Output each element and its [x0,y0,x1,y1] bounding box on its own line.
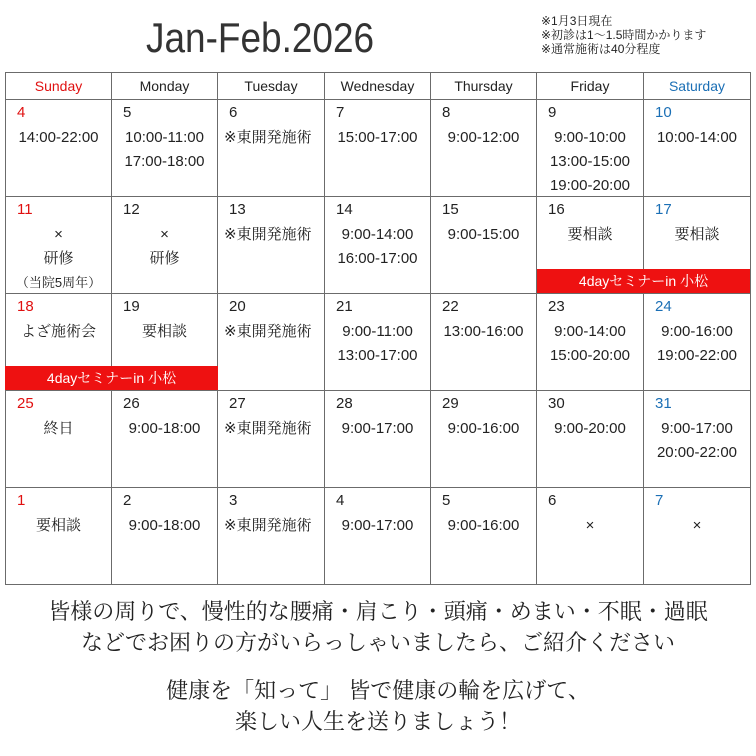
footer-slogan-line2: 楽しい人生を送りましょう！ [234,709,521,734]
day-schedule [325,514,430,538]
day-number: 10 [655,104,672,121]
schedule-entry: 9:00-17:00 [661,420,733,437]
weekday-wednesday: Wednesday [325,73,431,100]
day-schedule [325,126,430,150]
day-number: 31 [655,395,672,412]
footer-message-line1: 皆様の周りで、慢性的な腰痛・肩こり・頭痛・めまい・不眠・過眠 [48,599,708,624]
day-schedule [325,320,430,368]
day-number: 4 [17,104,26,121]
calendar-day-cell [218,197,325,294]
day-schedule [537,417,643,441]
day-schedule [6,223,111,295]
day-schedule [218,417,324,441]
day-number: 27 [229,395,246,412]
schedule-entry: ※東開発施術 [224,517,312,534]
day-number: 16 [548,201,565,218]
calendar-day-cell [325,488,431,585]
schedule-entry: × [585,517,595,534]
day-number: 19 [123,298,140,315]
day-schedule [6,126,111,150]
footer-slogan-line1: 健康を「知って」 皆で健康の輪を広げて、 [166,678,590,703]
weekday-header-row [6,73,751,100]
schedule-entry: 9:00-16:00 [661,323,733,340]
schedule-entry: （当院5周年） [15,275,102,290]
day-schedule [112,320,217,344]
day-number: 25 [17,395,34,412]
day-schedule [218,514,324,538]
day-number: 18 [17,298,34,315]
weekday-sunday: Sunday [6,73,112,100]
calendar-day-cell [6,100,112,197]
schedule-entry: 9:00-16:00 [447,517,520,534]
day-number: 12 [123,201,140,218]
day-number: 9 [548,104,557,121]
day-number: 24 [655,298,672,315]
day-number: 30 [548,395,565,412]
schedule-entry: 9:00-11:00 [342,323,413,340]
day-number: 8 [442,104,451,121]
schedule-entry: 19:00-20:00 [549,177,631,194]
schedule-entry: 13:00-17:00 [337,347,418,364]
calendar-day-cell [431,197,537,294]
schedule-entry: ※東開発施術 [224,420,312,437]
calendar-day-cell [644,100,751,197]
schedule-entry: 終日 [43,420,74,437]
day-number: 6 [229,104,238,121]
calendar-day-cell [325,100,431,197]
day-number: 7 [655,492,664,509]
schedule-entry: 要相談 [674,226,720,243]
schedule-entry: ※東開発施術 [224,226,312,243]
schedule-entry: 9:00-14:00 [341,226,414,243]
day-schedule [431,320,536,344]
day-schedule [112,126,217,174]
day-number: 15 [442,201,459,218]
schedule-entry: 9:00-18:00 [128,517,201,534]
schedule-entry: 20:00-22:00 [656,444,738,461]
calendar-day-cell [112,100,218,197]
schedule-entry: 14:00-22:00 [18,129,99,146]
calendar-week-row [6,100,751,197]
calendar-day-cell [325,294,431,391]
schedule-entry: ※東開発施術 [224,323,312,340]
day-schedule [112,223,217,271]
day-schedule [218,126,324,150]
calendar-day-cell [325,197,431,294]
schedule-entry: 9:00-17:00 [341,517,414,534]
schedule-entry: 9:00-18:00 [128,420,201,437]
day-number: 3 [229,492,238,509]
calendar-day-cell [537,294,644,391]
calendar-day-cell [644,488,751,585]
day-schedule [537,223,643,247]
schedule-entry: よざ施術会 [20,323,96,340]
day-schedule [112,514,217,538]
calendar-week-row [6,488,751,585]
weekday-thursday: Thursday [431,73,537,100]
calendar-grid [5,72,751,585]
schedule-entry: 要相談 [35,517,81,534]
day-schedule [644,223,750,247]
day-number: 21 [336,298,353,315]
day-schedule [112,417,217,441]
day-schedule [537,320,643,368]
seminar-banner-week2: 4dayセミナーin 小松 [537,269,750,293]
day-number: 17 [655,201,672,218]
calendar-day-cell [112,197,218,294]
day-number: 2 [123,492,132,509]
schedule-entry: 10:00-11:00 [125,129,204,146]
schedule-entry: 要相談 [567,226,613,243]
schedule-entry: 17:00-18:00 [124,153,205,170]
day-schedule [644,320,750,368]
footer-message-line2: などでお困りの方がいらっしゃいましたら、ご紹介ください [80,630,675,655]
calendar-title: Jan-Feb.2026 [146,14,375,61]
day-schedule [6,514,111,538]
weekday-tuesday: Tuesday [218,73,325,100]
schedule-entry: 9:00-17:00 [341,420,414,437]
note-regular-session: ※通常施術は40分程度 [541,42,661,56]
calendar-day-cell [218,294,325,391]
day-schedule [325,417,430,441]
calendar-day-cell [218,488,325,585]
calendar-week-row [6,391,751,488]
day-number: 26 [123,395,140,412]
day-number: 20 [229,298,246,315]
day-schedule [644,514,750,538]
schedule-entry: 10:00-14:00 [656,129,738,146]
schedule-entry: × [692,517,702,534]
schedule-entry: 9:00-20:00 [554,420,626,437]
day-schedule [218,320,324,344]
weekday-monday: Monday [112,73,218,100]
day-number: 28 [336,395,353,412]
day-schedule [431,223,536,247]
schedule-entry: 9:00-16:00 [447,420,520,437]
day-number: 7 [336,104,345,121]
calendar-day-cell [537,488,644,585]
calendar-day-cell [644,391,751,488]
schedule-entry: 19:00-22:00 [656,347,738,364]
calendar-day-cell [431,100,537,197]
schedule-entry: 15:00-17:00 [337,129,418,146]
calendar-day-cell [537,100,644,197]
day-number: 6 [548,492,557,509]
schedule-entry: 13:00-16:00 [443,323,524,340]
day-number: 14 [336,201,353,218]
schedule-entry: × [54,226,63,243]
schedule-entry: 15:00-20:00 [549,347,631,364]
day-schedule [6,417,111,441]
day-schedule [644,126,750,150]
day-number: 4 [336,492,345,509]
schedule-entry: × [160,226,169,243]
day-number: 29 [442,395,459,412]
seminar-banner-week3: 4dayセミナーin 小松 [5,366,218,390]
note-current-date: ※1月3日現在 [541,14,613,28]
schedule-entry: ※東開発施術 [224,129,312,146]
day-schedule [537,514,643,538]
schedule-entry: 要相談 [141,323,187,340]
calendar-day-cell [325,391,431,488]
day-number: 5 [123,104,132,121]
calendar-day-cell [6,391,112,488]
schedule-entry: 13:00-15:00 [549,153,631,170]
schedule-notes [541,14,706,56]
calendar-day-cell [431,391,537,488]
schedule-entry: 研修 [43,250,74,267]
calendar-day-cell [112,488,218,585]
schedule-entry: 9:00-14:00 [554,323,626,340]
day-schedule [431,514,536,538]
schedule-entry: 16:00-17:00 [337,250,418,267]
note-first-visit: ※初診は1～1.5時間かかります [541,28,707,42]
day-schedule [218,223,324,247]
day-schedule [6,320,111,344]
schedule-entry: 9:00-15:00 [447,226,520,243]
calendar-day-cell [644,294,751,391]
day-number: 1 [17,492,26,509]
schedule-entry: 9:00-10:00 [554,129,626,146]
calendar-day-cell [6,197,112,294]
day-schedule [537,126,643,198]
calendar-day-cell [537,391,644,488]
schedule-entry: 研修 [149,250,180,267]
day-number: 11 [17,201,33,218]
weekday-saturday: Saturday [644,73,751,100]
day-schedule [325,223,430,271]
weekday-friday: Friday [537,73,644,100]
calendar-day-cell [431,294,537,391]
day-number: 23 [548,298,565,315]
schedule-entry: 9:00-12:00 [447,129,520,146]
calendar-day-cell [6,488,112,585]
day-number: 22 [442,298,459,315]
calendar-day-cell [218,391,325,488]
calendar-day-cell [431,488,537,585]
day-number: 5 [442,492,451,509]
day-number: 13 [229,201,246,218]
day-schedule [431,417,536,441]
day-schedule [431,126,536,150]
day-schedule [644,417,750,465]
calendar-day-cell [112,391,218,488]
calendar-day-cell [218,100,325,197]
